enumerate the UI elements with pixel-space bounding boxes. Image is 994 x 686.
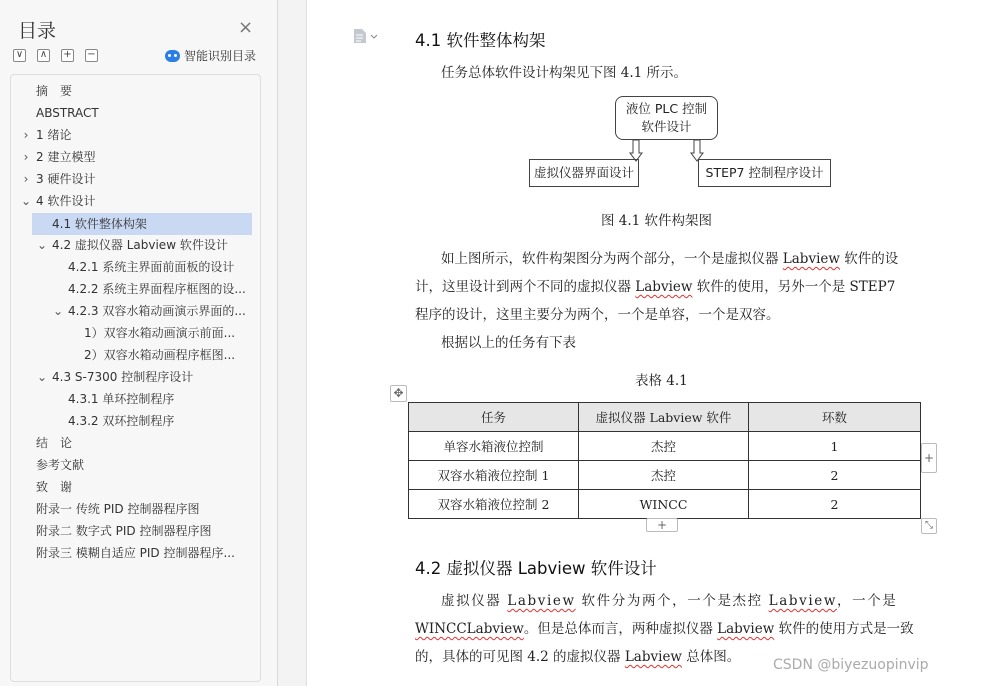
- table-cell[interactable]: 单容水箱液位控制: [409, 432, 579, 461]
- ai-toc-label: 智能识别目录: [184, 49, 257, 63]
- table-header: 环数: [749, 403, 921, 432]
- text-run: Labview: [717, 621, 775, 637]
- table-cell[interactable]: 2: [749, 461, 921, 490]
- paragraph-1: 任务总体软件设计构架见下图 4.1 所示。: [441, 65, 688, 81]
- data-table: [408, 402, 921, 519]
- text-run: Labview: [635, 279, 693, 295]
- toc-item[interactable]: 致 谢: [36, 480, 73, 494]
- toc-item[interactable]: 4 软件设计: [36, 194, 96, 208]
- toc-item[interactable]: 4.2.2 系统主界面程序框图的设...: [68, 282, 246, 296]
- table-cell[interactable]: 1: [749, 432, 921, 461]
- toc-item[interactable]: 1 绪论: [36, 128, 72, 142]
- diagram-right-box: STEP7 控制程序设计: [698, 159, 831, 187]
- watermark: CSDN @biyezuopinvip: [773, 657, 929, 673]
- toc-item[interactable]: 结 论: [36, 436, 73, 450]
- toc-item[interactable]: 4.2 虚拟仪器 Labview 软件设计: [52, 238, 228, 252]
- document-page: [306, 0, 994, 686]
- ai-toc-button[interactable]: [165, 47, 256, 64]
- toc-item[interactable]: 4.2.3 双容水箱动画演示界面的...: [68, 304, 246, 318]
- document-icon[interactable]: [353, 28, 379, 44]
- toc-pane: [0, 0, 278, 686]
- toc-item[interactable]: ABSTRACT: [36, 106, 99, 120]
- diagram-top-box: [615, 96, 718, 140]
- table-header: [579, 403, 749, 432]
- resize-table-icon[interactable]: ⤡: [921, 518, 937, 534]
- chevron-right-icon[interactable]: ›: [23, 172, 29, 186]
- toc-item-selected[interactable]: 4.1 软件整体构架: [32, 213, 252, 235]
- paragraph-2-line1: [441, 247, 898, 267]
- paragraph-4-line3: [415, 645, 740, 665]
- text-run: 软件的设: [839, 251, 899, 267]
- paragraph-4-line1: [441, 589, 897, 609]
- diagram-left-box: 虚拟仪器界面设计: [529, 159, 639, 187]
- text-run: 总体图。: [682, 649, 741, 665]
- table-caption: 表格 4.1: [635, 373, 688, 389]
- heading-4-1: 4.1 软件整体构架: [415, 31, 546, 50]
- text-run: Labview: [624, 649, 682, 665]
- toc-item[interactable]: 2 建立模型: [36, 150, 96, 164]
- diagram-arrows: [629, 140, 709, 162]
- text-run: 虚拟仪器: [441, 593, 508, 609]
- toc-list: [10, 74, 261, 682]
- toc-item[interactable]: 3 硬件设计: [36, 172, 96, 186]
- toc-item[interactable]: 4.3.1 单环控制程序: [68, 392, 175, 406]
- toc-item[interactable]: 附录三 模糊自适应 PID 控制器程序...: [36, 546, 235, 560]
- toc-item[interactable]: 4.3 S-7300 控制程序设计: [52, 370, 194, 384]
- table-row: [409, 490, 921, 519]
- text-run: 的，具体的可见图 4.2 的虚拟仪器: [415, 649, 625, 665]
- text-run: 计，这里设计到两个不同的虚拟仪器: [415, 279, 636, 295]
- collapse-all-icon[interactable]: ∨: [13, 49, 26, 62]
- text-run: 。但是总体而言，两种虚拟仪器: [523, 621, 718, 637]
- text-run: Labview: [768, 593, 837, 609]
- toc-item[interactable]: 附录二 数字式 PID 控制器程序图: [36, 524, 212, 538]
- table-row: [409, 461, 921, 490]
- table-row: [409, 432, 921, 461]
- text-run: 软件的使用方式是一致: [774, 621, 914, 637]
- table-cell[interactable]: 2: [749, 490, 921, 519]
- text-run: WINCCLabview: [415, 621, 524, 637]
- text-run: 软件的使用，另外一个是 STEP7: [692, 279, 896, 295]
- add-column-icon[interactable]: +: [921, 443, 937, 473]
- text-run: 虚拟仪器 Labview 软件: [595, 410, 732, 425]
- table-cell[interactable]: WINCC: [579, 490, 749, 519]
- toc-title: 目录: [18, 20, 57, 42]
- paragraph-4-line2: [415, 617, 914, 637]
- chevron-down-icon[interactable]: ⌄: [53, 304, 64, 318]
- chevron-right-icon[interactable]: ›: [23, 128, 29, 142]
- toc-item[interactable]: 摘 要: [36, 84, 73, 98]
- text-run: Labview: [782, 251, 840, 267]
- diagram-top-line2: 软件设计: [641, 119, 692, 134]
- chevron-down-icon[interactable]: ⌄: [21, 194, 32, 208]
- toc-item[interactable]: 2）双容水箱动画程序框图...: [84, 348, 236, 362]
- table-header: 任务: [409, 403, 579, 432]
- figure-caption: 图 4.1 软件构架图: [601, 213, 713, 229]
- paragraph-2-line2: [415, 275, 895, 295]
- table-cell[interactable]: 双容水箱液位控制 2: [409, 490, 579, 519]
- heading-4-2: 4.2 虚拟仪器 Labview 软件设计: [415, 559, 657, 578]
- text-run: 如上图所示，软件构架图分为两个部分，一个是虚拟仪器: [441, 251, 783, 267]
- paragraph-2-line3: 程序的设计，这里主要分为两个，一个是单容，一个是双容。: [415, 307, 780, 323]
- add-row-icon[interactable]: +: [646, 518, 678, 532]
- table-header-row: [409, 403, 921, 432]
- move-table-icon[interactable]: ✥: [390, 385, 407, 402]
- chevron-right-icon[interactable]: ›: [23, 150, 29, 164]
- robot-icon: [165, 50, 180, 62]
- chevron-down-icon[interactable]: ⌄: [37, 238, 48, 252]
- text-run: Labview: [507, 593, 576, 609]
- add-heading-icon[interactable]: +: [61, 49, 74, 62]
- chevron-down-icon[interactable]: ⌄: [37, 370, 48, 384]
- text-run: ，一个是: [837, 593, 898, 609]
- table-cell[interactable]: 杰控: [579, 461, 749, 490]
- table-cell[interactable]: 杰控: [579, 432, 749, 461]
- paragraph-3: 根据以上的任务有下表: [441, 335, 576, 351]
- table-cell[interactable]: 双容水箱液位控制 1: [409, 461, 579, 490]
- diagram-top-line1: 液位 PLC 控制: [625, 101, 708, 116]
- toc-item[interactable]: 4.2.1 系统主界面前面板的设计: [68, 260, 235, 274]
- toc-item[interactable]: 参考文献: [36, 458, 85, 472]
- expand-up-icon[interactable]: ∧: [37, 49, 50, 62]
- toc-item[interactable]: 附录一 传统 PID 控制器程序图: [36, 502, 200, 516]
- text-run: 软件分为两个，一个是杰控: [575, 593, 769, 609]
- remove-heading-icon[interactable]: −: [85, 49, 98, 62]
- close-icon[interactable]: ×: [238, 17, 254, 38]
- toc-item[interactable]: 1）双容水箱动画演示前面...: [84, 326, 236, 340]
- toc-item[interactable]: 4.3.2 双环控制程序: [68, 414, 175, 428]
